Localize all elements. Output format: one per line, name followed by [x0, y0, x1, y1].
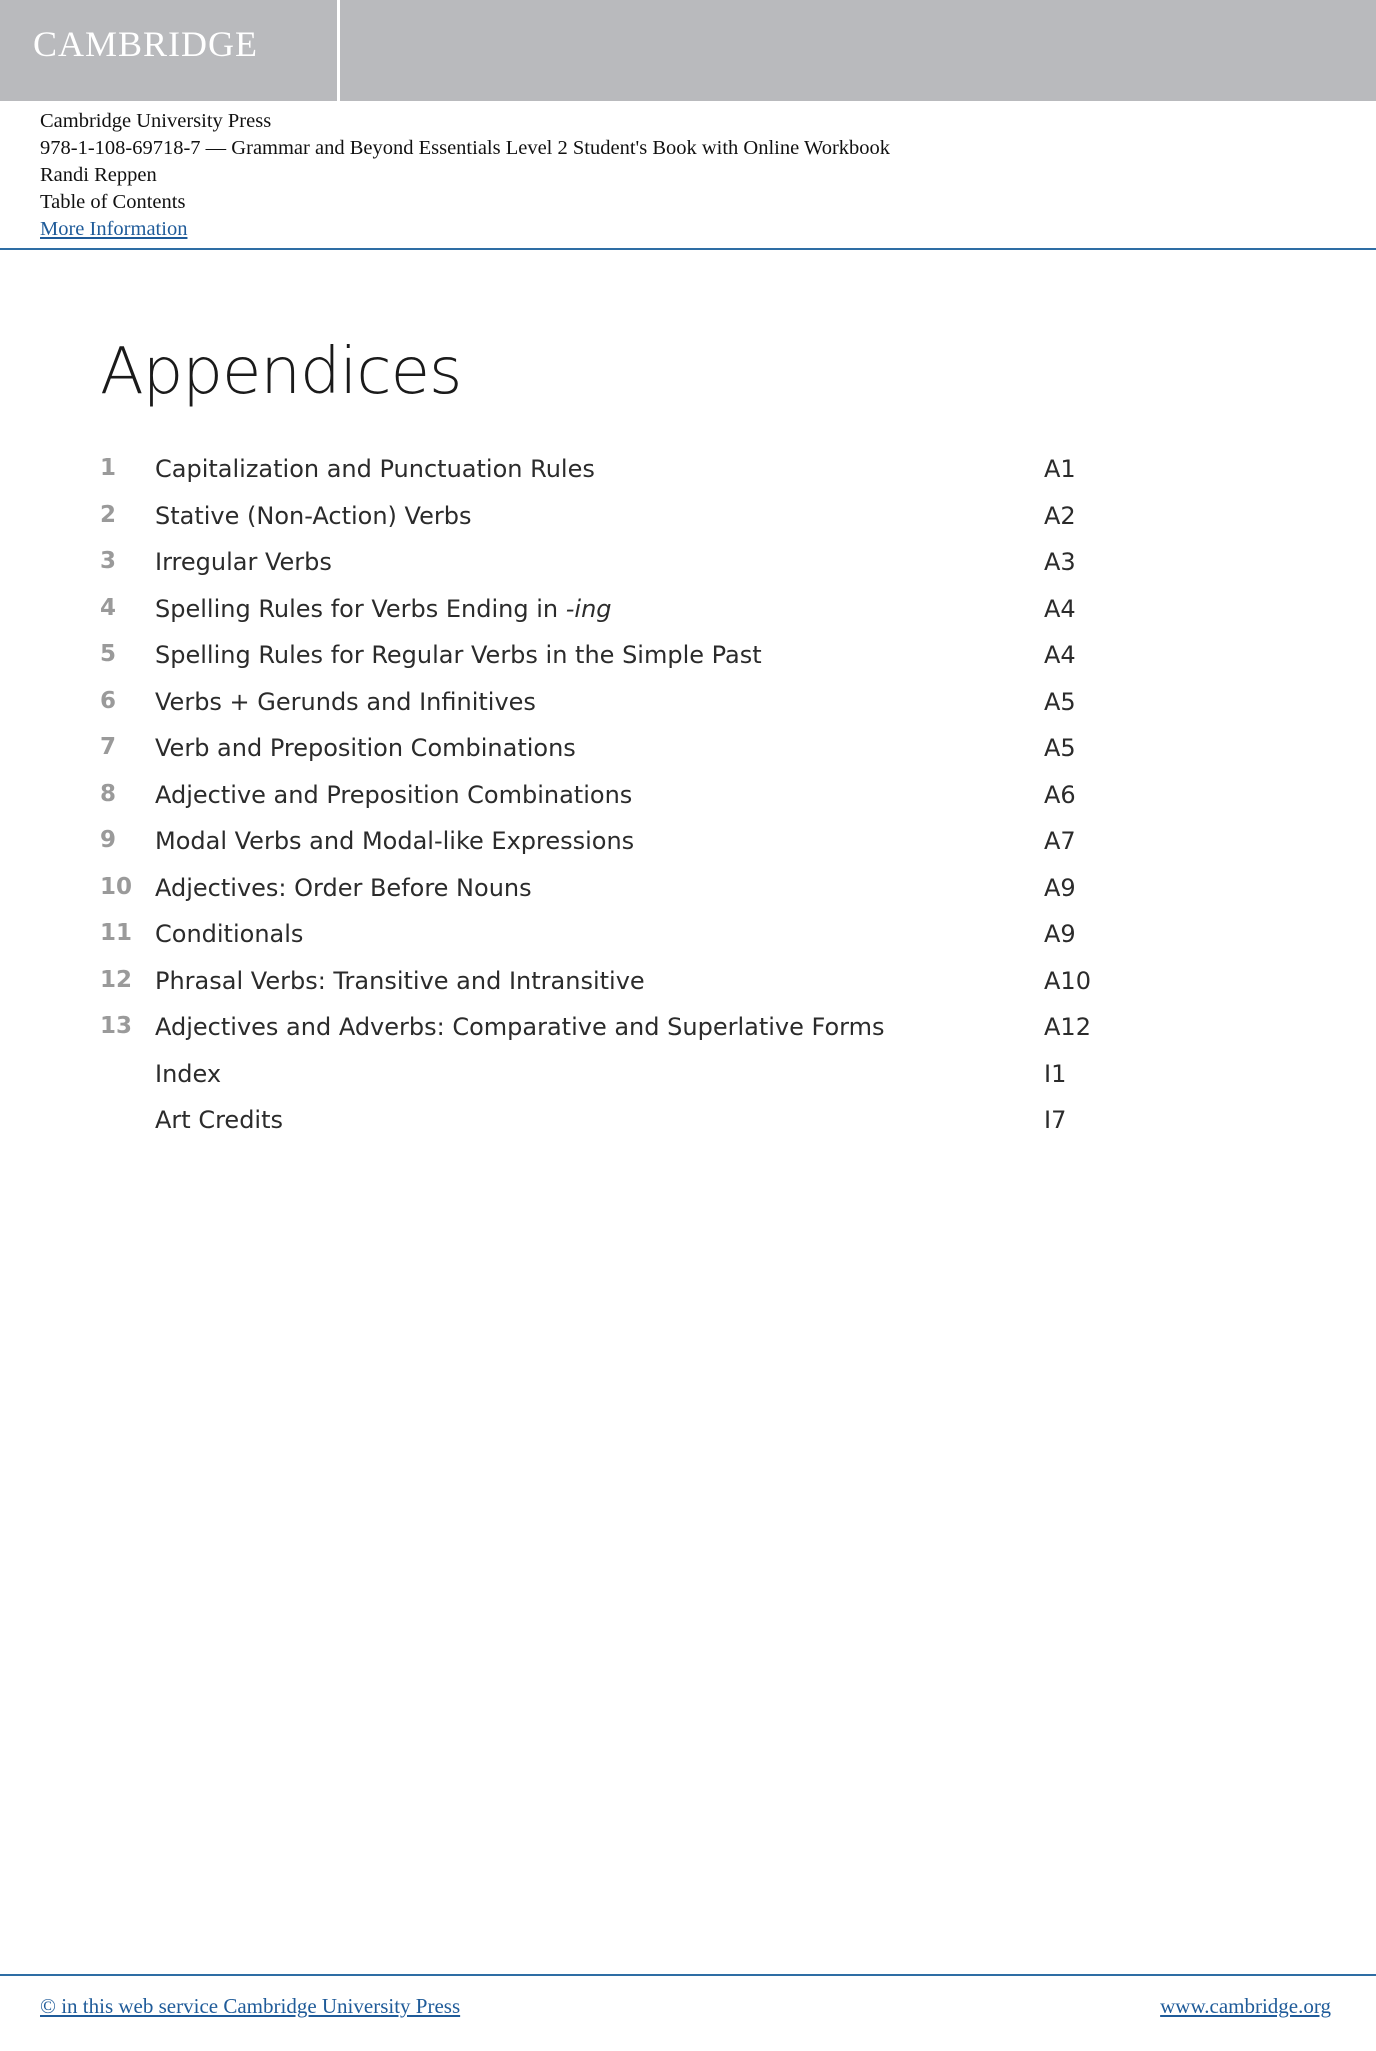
toc-entry-number: 5 [100, 641, 117, 667]
toc-entry [100, 910, 1100, 957]
toc-entry-title-text: Index [155, 1059, 222, 1088]
toc-entry-page: A2 [1044, 501, 1076, 530]
header-banner [0, 0, 1376, 101]
banner-divider [337, 0, 340, 101]
toc-entry [100, 724, 1100, 771]
toc-entry-title [155, 548, 332, 576]
toc-entry-number: 4 [100, 594, 117, 621]
toc-entry-title [155, 874, 532, 902]
toc-entry-number: 9 [100, 827, 117, 853]
toc-entry-title-text: Capitalization and Punctuation Rules [155, 455, 595, 483]
toc-entry-title-text: Modal Verbs and Modal-like Expressions [155, 827, 635, 855]
toc-entry-title-italic: -ing [565, 594, 612, 623]
toc-entry-page: A4 [1044, 641, 1076, 669]
header-rule [0, 248, 1376, 250]
toc-entry [100, 631, 1100, 678]
toc-entry [100, 585, 1100, 632]
toc-entry [100, 817, 1100, 864]
toc-entry-title-text: Spelling Rules for Regular Verbs in the Simple Past [155, 641, 762, 669]
toc-entry-number: 1 [100, 455, 117, 481]
toc-entry [100, 957, 1100, 1004]
toc-entry-page: A5 [1044, 687, 1076, 716]
toc-entry-page: I7 [1044, 1106, 1067, 1134]
footer-rule [0, 1974, 1376, 1976]
toc-entry-title-text: Irregular Verbs [155, 548, 332, 576]
toc-entry-page: A12 [1044, 1013, 1091, 1041]
toc-entry-number: 13 [100, 1013, 133, 1039]
toc-entry-page: A9 [1044, 873, 1076, 902]
toc-entry-title [155, 455, 595, 483]
toc-entry-number: 12 [100, 966, 133, 993]
toc-entry-title [155, 595, 612, 623]
toc-entry-page: A9 [1044, 920, 1076, 948]
toc-entry-title-text: Adjective and Preposition Combinations [155, 780, 633, 809]
toc-entry [100, 1050, 1100, 1097]
toc-entry [100, 445, 1100, 492]
toc-entry-page: A1 [1044, 455, 1076, 483]
toc-entry-title [155, 967, 645, 995]
toc-entry-title [155, 641, 762, 669]
toc-entry-page: A3 [1044, 548, 1076, 576]
toc-entry-number: 7 [100, 734, 117, 760]
publisher-name: Cambridge University Press [40, 110, 272, 132]
toc-entry-title [155, 502, 471, 530]
toc-entry-title [155, 781, 632, 809]
toc-entry-title-text: Verbs + Gerunds and Infinitives [155, 687, 536, 716]
toc-entry-number: 11 [100, 920, 133, 946]
toc-entry-title [155, 827, 634, 855]
isbn-title: 978-1-108-69718-7 — Grammar and Beyond Essentials Level 2 Student's Book with Online Workbook [40, 137, 891, 159]
toc-entry-title [155, 920, 303, 948]
toc-entry-page: A6 [1044, 780, 1076, 809]
toc-entry [100, 538, 1100, 585]
toc-entry-title [155, 734, 576, 762]
toc-entry-page: A5 [1044, 734, 1076, 762]
toc-entry-title [155, 1013, 884, 1041]
page-title: Appendices [100, 335, 462, 409]
toc-entry-number: 8 [100, 780, 117, 807]
toc-entry-title [155, 688, 536, 716]
toc-entry-page: A7 [1044, 827, 1076, 855]
toc-entry-number: 3 [100, 548, 117, 574]
toc-entry [100, 1003, 1100, 1050]
author-name: Randi Reppen [40, 164, 157, 186]
toc-entry [100, 492, 1100, 539]
toc-entry [100, 1096, 1100, 1143]
toc-entry-title [155, 1060, 221, 1088]
copyright-link[interactable]: © in this web service Cambridge University Press [40, 1994, 461, 2018]
toc-entry-title-text: Adjectives and Adverbs: Comparative and Superlative Forms [155, 1013, 885, 1041]
toc-entry-number: 2 [100, 501, 117, 528]
more-information-link[interactable]: More Information [40, 218, 188, 240]
book-metadata [40, 108, 890, 243]
toc-entry-page: I1 [1044, 1059, 1067, 1088]
toc-entry-title-text: Stative (Non-Action) Verbs [155, 501, 472, 530]
toc-entry-title-text: Adjectives: Order Before Nouns [155, 873, 532, 902]
cambridge-site-link[interactable]: www.cambridge.org [1160, 1994, 1331, 2018]
toc-entry-title-text: Verb and Preposition Combinations [155, 734, 576, 762]
toc-entry [100, 771, 1100, 818]
toc-entry-page: A4 [1044, 594, 1076, 623]
section-label: Table of Contents [40, 191, 186, 213]
toc-entry-number: 10 [100, 873, 133, 900]
toc-entry-title-text: Spelling Rules for Verbs Ending in [155, 594, 566, 623]
cambridge-logo: CAMBRIDGE [33, 24, 259, 64]
toc-entry-title [155, 1106, 283, 1134]
toc-entry-title-text: Phrasal Verbs: Transitive and Intransitive [155, 966, 645, 995]
toc-entry [100, 678, 1100, 725]
toc-entry-title-text: Conditionals [155, 920, 304, 948]
appendices-list [100, 445, 1100, 1143]
toc-entry [100, 864, 1100, 911]
toc-entry-page: A10 [1044, 966, 1091, 995]
toc-entry-title-text: Art Credits [155, 1106, 284, 1134]
toc-entry-number: 6 [100, 687, 117, 714]
